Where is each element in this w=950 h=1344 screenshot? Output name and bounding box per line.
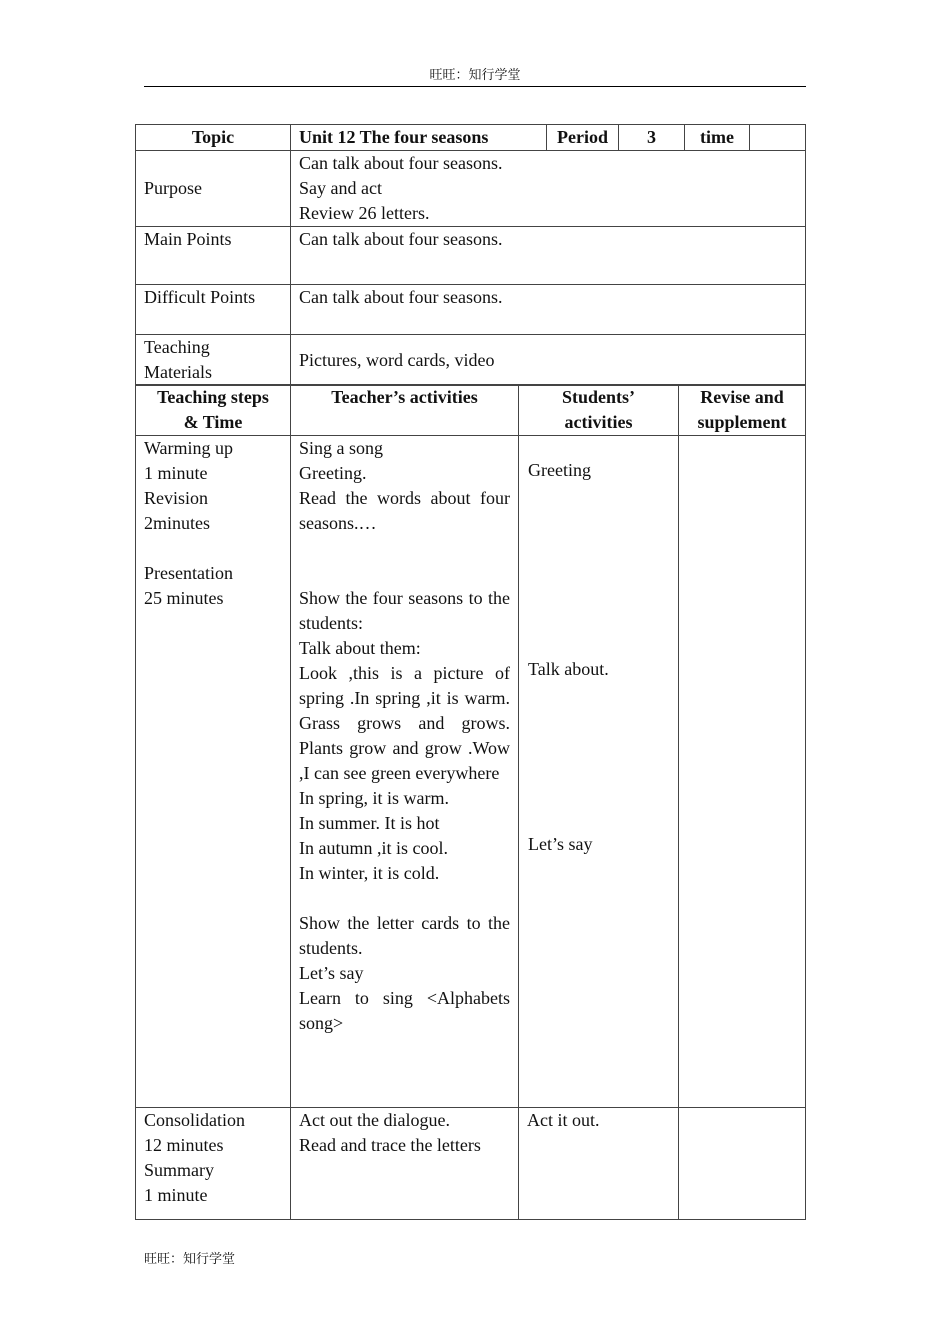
- col-revise-line: supplement: [697, 412, 787, 432]
- col-students-header: [519, 385, 679, 436]
- teacher-line: Act out the dialogue.: [299, 1110, 450, 1130]
- last-students-cell: Act it out.: [519, 1108, 679, 1220]
- purpose-line: Say and act: [299, 178, 382, 198]
- teacher-paragraph: Show the four seasons to the students:: [299, 588, 510, 633]
- period-value: 3: [619, 125, 685, 151]
- col-revise-header: [679, 385, 806, 436]
- teacher-line: Greeting.: [299, 463, 367, 483]
- col-steps-line: Teaching steps: [157, 387, 269, 407]
- teacher-paragraph: Look ,this is a picture of spring .In spring ,it is warm. Grass grows and grows. Plants grow and grow .Wow ,I can see green everywhere: [299, 663, 510, 783]
- col-students-line: Students’: [561, 387, 636, 407]
- main-revise-cell: [679, 436, 806, 1108]
- materials-label-line: Teaching: [144, 337, 210, 357]
- page-footer: 旺旺：知行学堂: [144, 1252, 236, 1267]
- teacher-line: In spring, it is warm.: [299, 788, 449, 808]
- col-steps-header: [136, 385, 291, 436]
- topic-label: Topic: [136, 125, 291, 151]
- period-label: Period: [547, 125, 619, 151]
- purpose-line: Can talk about four seasons.: [299, 153, 503, 173]
- teacher-line: Sing a song: [299, 438, 384, 458]
- materials-value: Pictures, word cards, video: [291, 335, 806, 386]
- purpose-label: Purpose: [136, 151, 291, 227]
- topic-value: Unit 12 The four seasons: [291, 125, 547, 151]
- step-line: Warming up: [144, 438, 234, 458]
- student-activity: Greeting: [528, 460, 591, 480]
- col-steps-line: & Time: [183, 412, 243, 432]
- last-revise-cell: [679, 1108, 806, 1220]
- teaching-steps-table: [135, 384, 805, 1220]
- step-line: Revision: [144, 488, 209, 508]
- time-value: [750, 125, 806, 151]
- step-line: 1 minute: [144, 1185, 208, 1205]
- time-label: time: [685, 125, 750, 151]
- step-line: [144, 536, 282, 561]
- col-teacher-header: Teacher’s activities: [291, 385, 519, 436]
- col-students-line: activities: [564, 412, 633, 432]
- teacher-line: Read and trace the letters: [299, 1135, 481, 1155]
- teacher-paragraph: Read the words about four seasons.…: [299, 488, 510, 533]
- teacher-paragraph: Let’s say: [299, 963, 364, 983]
- main-points-value: Can talk about four seasons.: [291, 227, 806, 285]
- step-line: 12 minutes: [144, 1135, 224, 1155]
- main-points-label: Main Points: [136, 227, 291, 285]
- teacher-paragraph: Show the letter cards to the students.: [299, 913, 510, 958]
- teacher-paragraph: Talk about them:: [299, 638, 421, 658]
- difficult-points-value: Can talk about four seasons.: [291, 285, 806, 335]
- teacher-paragraph: Learn to sing <Alphabets song>: [299, 988, 510, 1033]
- main-students-cell: [519, 436, 679, 1108]
- student-activity: Talk about.: [528, 659, 609, 679]
- step-line: 1 minute: [144, 463, 208, 483]
- col-revise-line: Revise and: [700, 387, 784, 407]
- page-header: 旺旺：知行学堂: [144, 64, 806, 87]
- main-steps-cell: [136, 436, 291, 1108]
- main-teacher-cell: [291, 436, 519, 1108]
- materials-label: [136, 335, 291, 386]
- step-line: 2minutes: [144, 513, 210, 533]
- step-line: Summary: [144, 1160, 214, 1180]
- step-line: Consolidation: [144, 1110, 246, 1130]
- materials-label-line: Materials: [144, 362, 212, 382]
- step-line: 25 minutes: [144, 588, 224, 608]
- step-line: Presentation: [144, 563, 233, 583]
- student-activity: Let’s say: [528, 834, 593, 854]
- lesson-info-table: [135, 124, 805, 386]
- teacher-line: In autumn ,it is cool.: [299, 838, 448, 858]
- difficult-points-label: Difficult Points: [136, 285, 291, 335]
- teacher-line: In winter, it is cold.: [299, 863, 440, 883]
- last-teacher-cell: [291, 1108, 519, 1220]
- last-steps-cell: [136, 1108, 291, 1220]
- teacher-line: In summer. It is hot: [299, 813, 440, 833]
- purpose-line: Review 26 letters.: [299, 203, 430, 223]
- purpose-value: [291, 151, 806, 227]
